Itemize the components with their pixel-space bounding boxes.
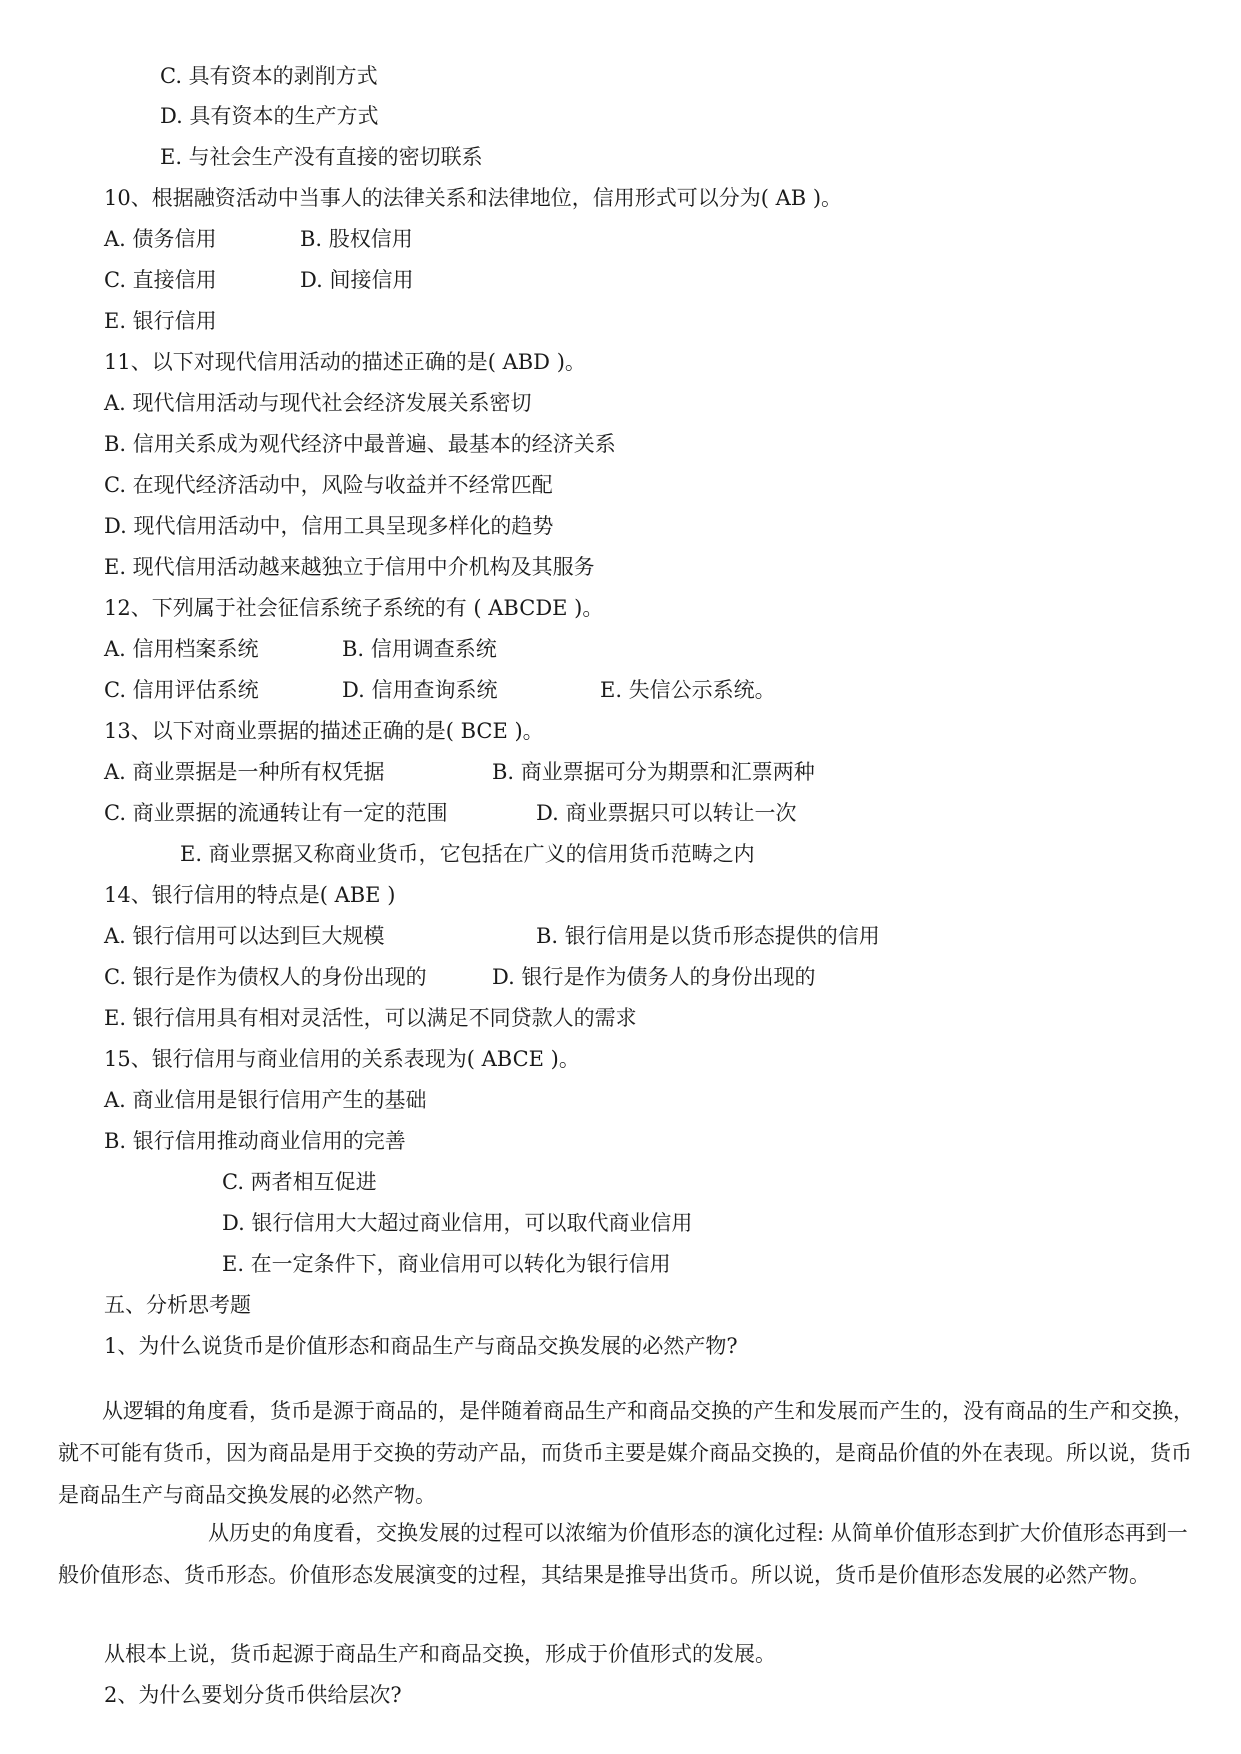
answer-conclusion: 从根本上说，货币起源于商品生产和商品交换，形成于价值形式的发展。 — [104, 1642, 776, 1666]
q10-option-c: C. 直接信用 — [104, 268, 217, 292]
q11-option-e: E. 现代信用活动越来越独立于信用中介机构及其服务 — [104, 555, 595, 579]
q12-option-a: A. 信用档案系统 — [104, 637, 259, 661]
q14-option-e: E. 银行信用具有相对灵活性，可以满足不同贷款人的需求 — [104, 1006, 637, 1030]
q12-option-d: D. 信用查询系统 — [342, 678, 498, 702]
q13-option-e: E. 商业票据又称商业货币，它包括在广义的信用货币范畴之内 — [180, 842, 755, 866]
q9-option-e: E. 与社会生产没有直接的密切联系 — [160, 145, 483, 169]
q12-option-b: B. 信用调查系统 — [342, 637, 497, 661]
q10-option-a: A. 债务信用 — [104, 227, 217, 251]
q11-option-c: C. 在现代经济活动中，风险与收益并不经常匹配 — [104, 473, 553, 497]
q12-question: 12、下列属于社会征信系统子系统的有 ( ABCDE )。 — [104, 596, 604, 620]
section-heading: 五、分析思考题 — [104, 1293, 251, 1317]
analysis-question-2: 2、为什么要划分货币供给层次? — [104, 1683, 402, 1707]
q13-question: 13、以下对商业票据的描述正确的是( BCE )。 — [104, 719, 544, 743]
q15-question: 15、银行信用与商业信用的关系表现为( ABCE )。 — [104, 1047, 580, 1071]
q9-option-d: D. 具有资本的生产方式 — [160, 104, 379, 128]
q13-option-a: A. 商业票据是一种所有权凭据 — [104, 760, 385, 784]
q15-option-b: B. 银行信用推动商业信用的完善 — [104, 1129, 406, 1153]
q9-option-c: C. 具有资本的剥削方式 — [160, 64, 378, 88]
q11-option-a: A. 现代信用活动与现代社会经济发展关系密切 — [104, 391, 532, 415]
q14-question: 14、银行信用的特点是( ABE ) — [104, 883, 396, 907]
q10-option-b: B. 股权信用 — [300, 227, 413, 251]
q15-option-c: C. 两者相互促进 — [222, 1170, 377, 1194]
q13-option-c: C. 商业票据的流通转让有一定的范围 — [104, 801, 448, 825]
q10-option-e: E. 银行信用 — [104, 309, 217, 333]
q13-option-d: D. 商业票据只可以转让一次 — [536, 801, 797, 825]
q10-option-d: D. 间接信用 — [300, 268, 414, 292]
q13-option-b: B. 商业票据可分为期票和汇票两种 — [492, 760, 815, 784]
q14-option-c: C. 银行是作为债权人的身份出现的 — [104, 965, 427, 989]
q10-question: 10、根据融资活动中当事人的法律关系和法律地位，信用形式可以分为( AB )。 — [104, 186, 843, 210]
q11-option-b: B. 信用关系成为观代经济中最普遍、最基本的经济关系 — [104, 432, 616, 456]
q14-option-a: A. 银行信用可以达到巨大规模 — [104, 924, 385, 948]
q15-option-e: E. 在一定条件下，商业信用可以转化为银行信用 — [222, 1252, 671, 1276]
q11-question: 11、以下对现代信用活动的描述正确的是( ABD )。 — [104, 350, 586, 374]
q15-option-d: D. 银行信用大大超过商业信用，可以取代商业信用 — [222, 1211, 693, 1235]
answer-paragraph-1: 从逻辑的角度看，货币是源于商品的，是伴随着商品生产和商品交换的产生和发展而产生的，没有商品的生产和交换，就不可能有货币，因为商品是用于交换的劳动产品，而货币主要是媒介商品交换的，是商品价值的外在表现。所以说，货币是商品生产与商品交换发展的必然产物。 — [58, 1399, 1194, 1507]
analysis-question-1: 1、为什么说货币是价值形态和商品生产与商品交换发展的必然产物? — [104, 1334, 738, 1358]
q11-option-d: D. 现代信用活动中，信用工具呈现多样化的趋势 — [104, 514, 554, 538]
q12-option-e: E. 失信公示系统。 — [600, 678, 776, 702]
q14-option-d: D. 银行是作为债务人的身份出现的 — [492, 965, 816, 989]
q15-option-a: A. 商业信用是银行信用产生的基础 — [104, 1088, 427, 1112]
q12-option-c: C. 信用评估系统 — [104, 678, 259, 702]
q14-option-b: B. 银行信用是以货币形态提供的信用 — [536, 924, 880, 948]
answer-paragraph-2: 从历史的角度看，交换发展的过程可以浓缩为价值形态的演化过程: 从简单价值形态到扩大价值形态再到一般价值形态、货币形态。价值形态发展演变的过程，其结果是推导出货币。所以说，货币是价值形态发展的必然产物。 — [58, 1521, 1188, 1587]
